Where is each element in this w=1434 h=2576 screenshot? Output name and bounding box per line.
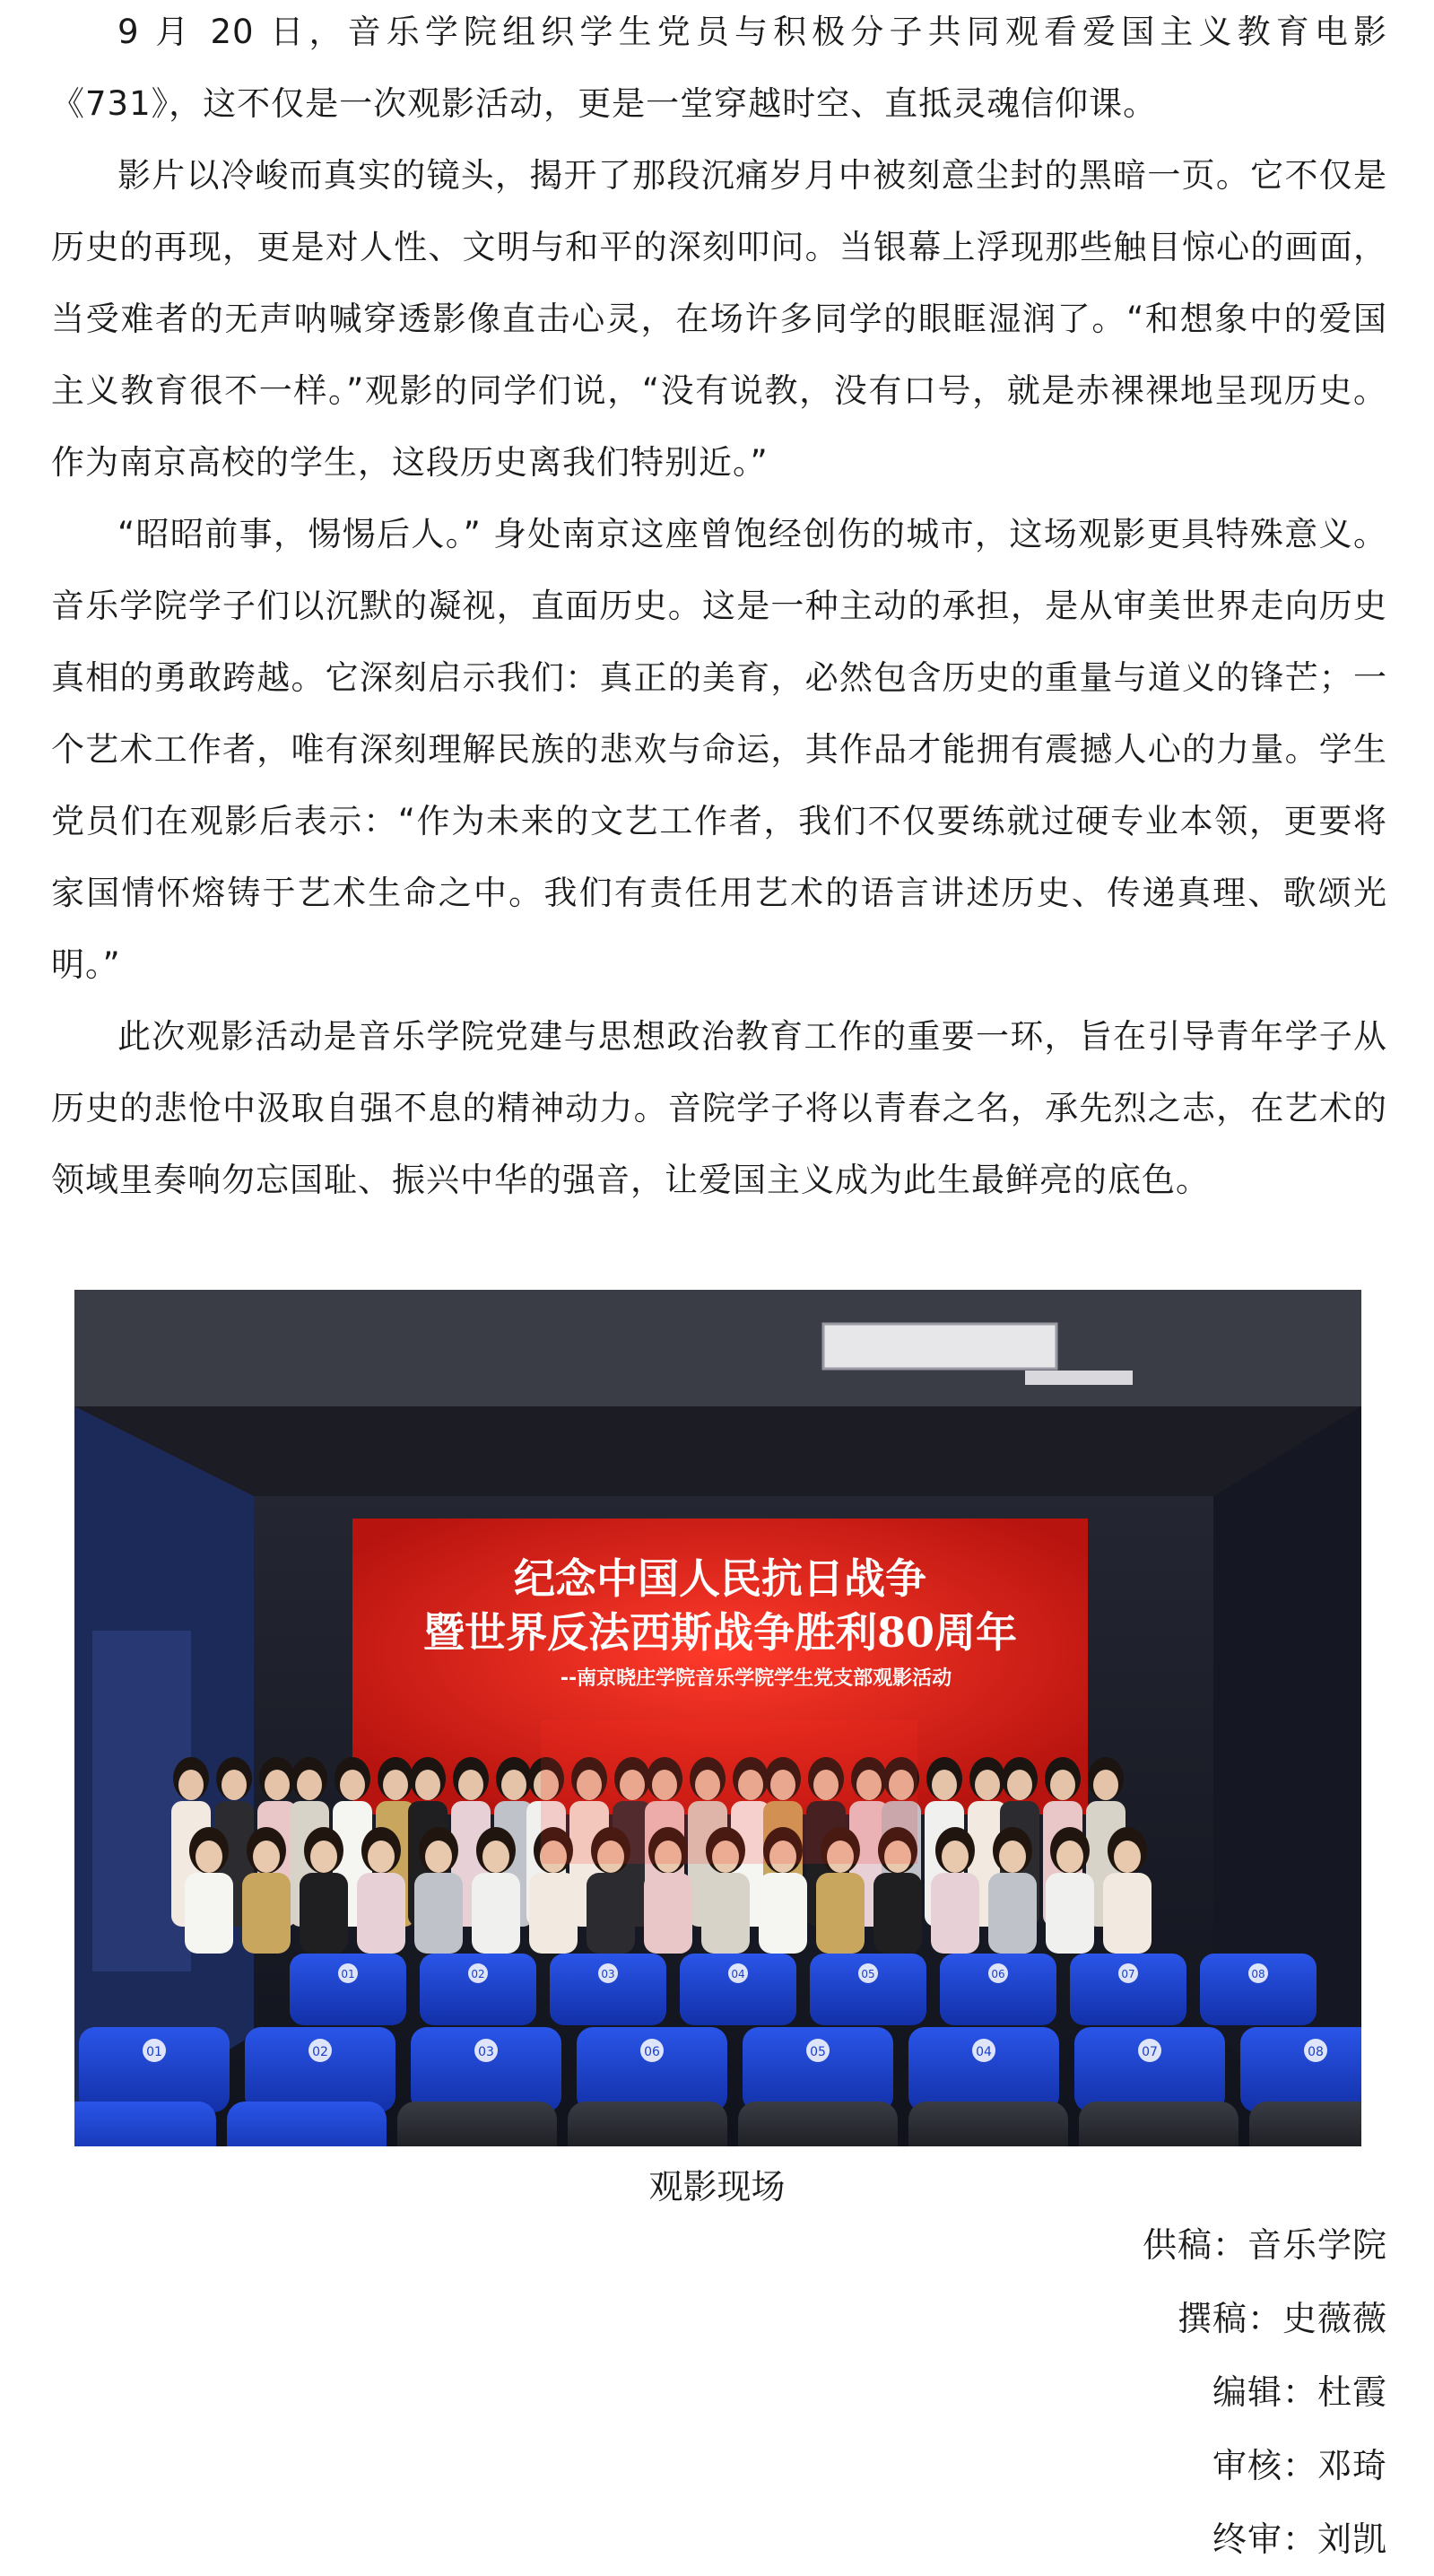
seat — [940, 1954, 1056, 2025]
seat-number: 03 — [601, 1968, 615, 1980]
seat — [397, 2102, 557, 2146]
seat — [420, 1954, 536, 2025]
person — [1046, 1827, 1094, 1954]
person — [300, 1827, 348, 1954]
seat — [1200, 1954, 1317, 2025]
seat — [550, 1954, 666, 2025]
credit-contributor: 供稿：音乐学院 — [1142, 2225, 1387, 2265]
credit-writer: 撰稿：史薇薇 — [1177, 2299, 1387, 2338]
seat — [908, 2027, 1059, 2112]
seat-number: 04 — [731, 1968, 745, 1980]
seat — [79, 2027, 230, 2112]
seat — [810, 1954, 926, 2025]
credits — [1143, 2208, 1387, 2576]
person — [1103, 1827, 1152, 1954]
seat-number: 08 — [1251, 1968, 1265, 1980]
ceiling-light — [1025, 1371, 1133, 1385]
person — [931, 1827, 979, 1954]
ceiling-grid — [74, 1406, 1361, 1496]
photo-caption: 观影现场 — [648, 2167, 786, 2206]
seat-number: 03 — [478, 2045, 494, 2059]
ceiling — [74, 1290, 1361, 1406]
person — [472, 1827, 520, 1954]
seat — [1079, 2102, 1238, 2146]
person — [414, 1827, 463, 1954]
seat-number: 02 — [312, 2045, 328, 2059]
seat-number: 05 — [810, 2045, 826, 2059]
person — [185, 1827, 233, 1954]
event-photo — [74, 1290, 1361, 2146]
paragraph: 影片以冷峻而真实的镜头，揭开了那段沉痛岁月中被刻意尘封的黑暗一页。它不仅是历史的再现，更是对人性、文明与和平的深刻叩问。当银幕上浮现那些触目惊心的画面，当受难者的无声呐喊穿透影像直击心灵，在场许多同学的眼眶湿润了。“和想象中的爱国主义教育很不一样。”观影的同学们说，“没有说教，没有口号，就是赤裸裸地呈现历史。作为南京高校的学生，这段历史离我们特别近。” — [51, 156, 1387, 482]
paragraph: 此次观影活动是音乐学院党建与思想政治教育工作的重要一环，旨在引导青年学子从历史的悲怆中汲取自强不息的精神动力。音院学子将以青春之名，承先烈之志，在艺术的领域里奏响勿忘国耻、振兴中华的强音，让爱国主义成为此生最鲜亮的底色。 — [51, 1017, 1387, 1199]
seat — [568, 2102, 727, 2146]
credit-final-reviewer: 终审：刘凯 — [1212, 2519, 1387, 2559]
paragraph: 9 月 20 日，音乐学院组织学生党员与积极分子共同观看爱国主义教育电影《731》，这不仅是一次观影活动，更是一堂穿越时空、直抵灵魂信仰课。 — [51, 13, 1387, 123]
seat — [738, 2102, 898, 2146]
screen-title-line2: 暨世界反法西斯战争胜利80周年 — [422, 1608, 1018, 1657]
seat — [743, 2027, 893, 2112]
screen-title-line1: 纪念中国人民抗日战争 — [514, 1554, 926, 1603]
paragraph: “昭昭前事，惕惕后人。” 身处南京这座曾饱经创伤的城市，这场观影更具特殊意义。音乐学院学子们以沉默的凝视，直面历史。这是一种主动的承担，是从审美世界走向历史真相的勇敢跨越。它深刻启示我们：真正的美育，必然包含历史的重量与道义的锋芒；一个艺术工作者，唯有深刻理解民族的悲欢与命运，其作品才能拥有震撼人心的力量。学生党员们在观影后表示：“作为未来的文艺工作者，我们不仅要练就过硬专业本领，更要将家国情怀熔铸于艺术生命之中。我们有责任用艺术的语言讲述历史、传递真理、歌颂光明。” — [51, 515, 1387, 984]
seat — [411, 2027, 561, 2112]
seat-number: 05 — [861, 1968, 875, 1980]
person — [357, 1827, 405, 1954]
seat — [74, 2102, 216, 2146]
seat-number: 06 — [644, 2045, 660, 2059]
person — [242, 1827, 291, 1954]
seat — [227, 2102, 387, 2146]
seat-number: 01 — [146, 2045, 162, 2059]
seat — [577, 2027, 727, 2112]
light-wash — [541, 1720, 917, 1864]
person — [988, 1827, 1037, 1954]
seat-number: 08 — [1308, 2045, 1324, 2059]
seat — [1074, 2027, 1225, 2112]
seat-number: 07 — [1121, 1968, 1135, 1980]
screen-subtitle: --南京晓庄学院音乐学院学生党支部观影活动 — [560, 1667, 952, 1690]
ceiling-ac-unit — [823, 1324, 1056, 1369]
credit-reviewer: 审核：邓琦 — [1212, 2446, 1387, 2485]
article-body — [51, 0, 1387, 1216]
seat — [290, 1954, 406, 2025]
seat-number: 01 — [341, 1968, 355, 1980]
seat — [1070, 1954, 1186, 2025]
seat — [1249, 2102, 1361, 2146]
seat-number: 06 — [991, 1968, 1005, 1980]
seat-number: 07 — [1142, 2045, 1158, 2059]
seat — [680, 1954, 796, 2025]
seat — [908, 2102, 1068, 2146]
seat — [245, 2027, 395, 2112]
seat-number: 04 — [976, 2045, 992, 2059]
seat — [1240, 2027, 1361, 2112]
credit-editor: 编辑：杜霞 — [1212, 2372, 1387, 2412]
seat-number: 02 — [471, 1968, 485, 1980]
